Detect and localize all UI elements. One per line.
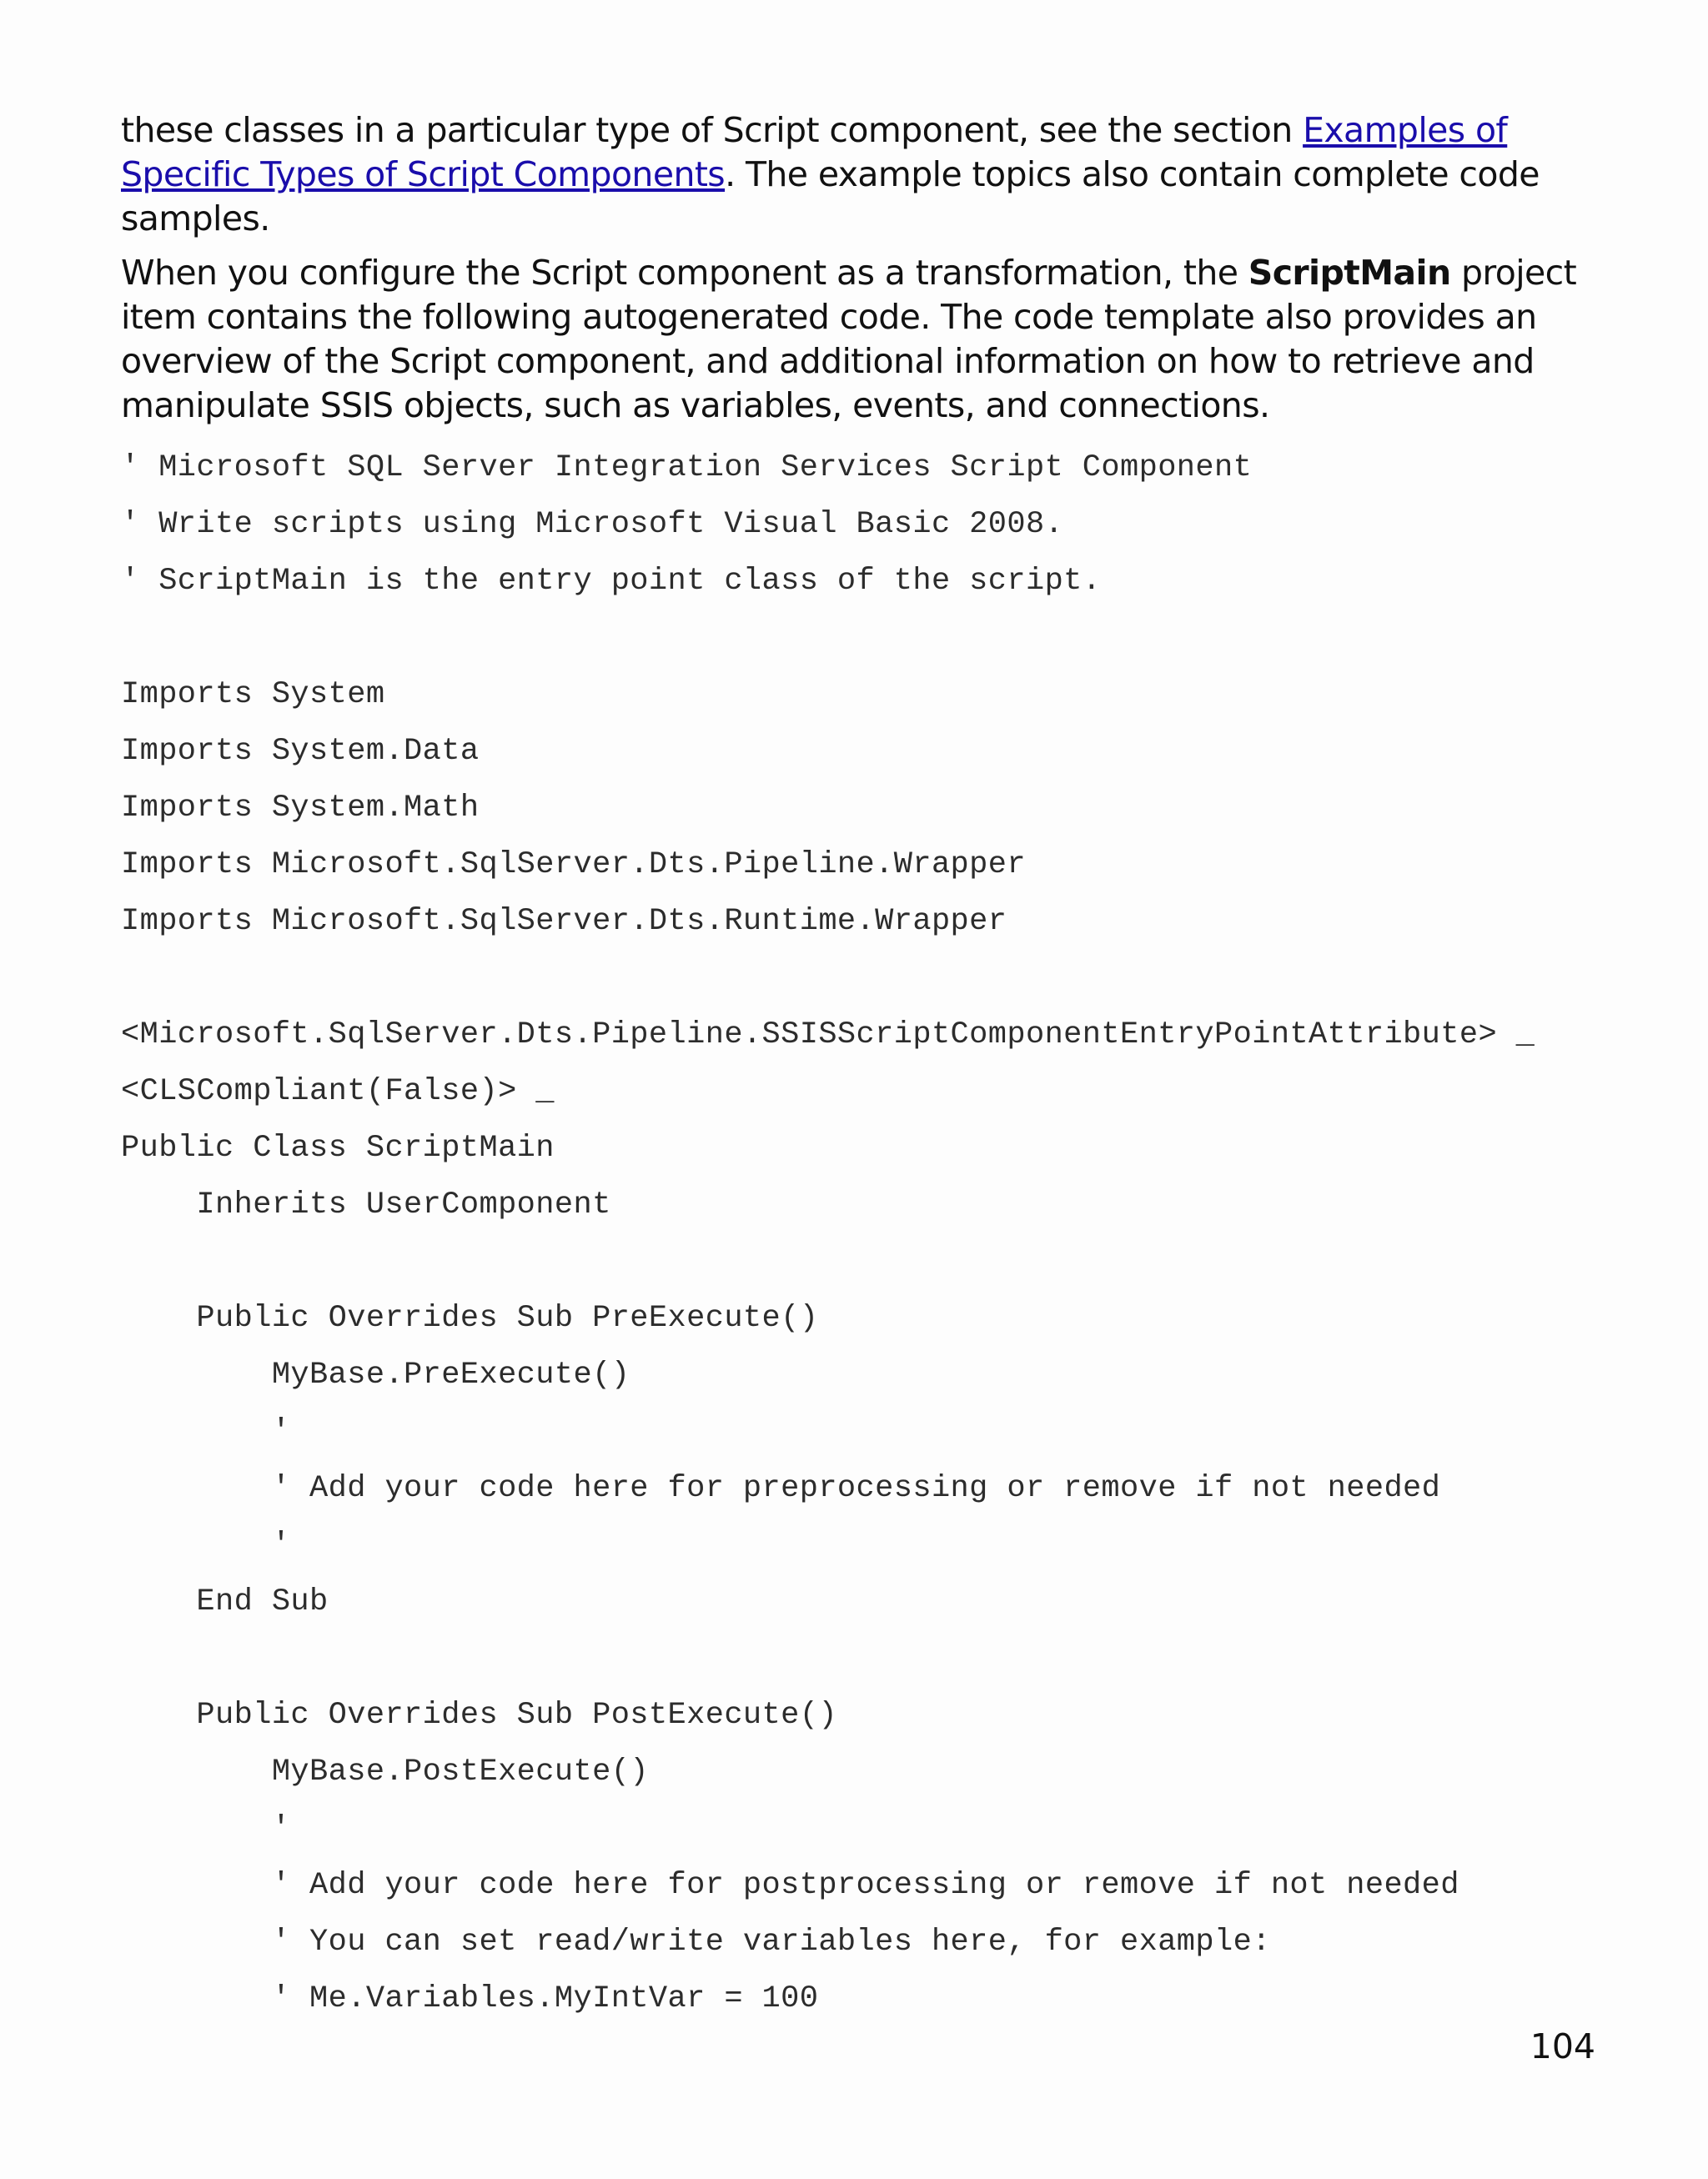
code-line	[121, 950, 1589, 1007]
code-line: Imports Microsoft.SqlServer.Dts.Pipeline.Wrapper	[121, 847, 1026, 882]
code-line	[121, 610, 1589, 666]
code-line: ' Write scripts using Microsoft Visual Basic 2008.	[121, 507, 1064, 542]
intro-text: When you configure the Script component as a transformation, the	[121, 253, 1248, 293]
code-block	[121, 439, 1589, 2027]
scriptmain-term: ScriptMain	[1248, 253, 1451, 293]
intro-paragraph-1	[121, 108, 1589, 241]
intro-text: project item contains the following autogenerated code. The code template also provides an overview of the Script component, and additional information on how to retrieve and manipulate SSIS objects, such as variables, events, and connections.	[121, 253, 1577, 425]
code-line: MyBase.PostExecute()	[121, 1755, 649, 1790]
code-line: End Sub	[121, 1584, 329, 1619]
code-line: Imports Microsoft.SqlServer.Dts.Runtime.Wrapper	[121, 904, 1007, 939]
code-line: '	[121, 1414, 291, 1449]
page-number: 104	[1530, 2026, 1595, 2066]
code-line: ' Microsoft SQL Server Integration Services Script Component	[121, 450, 1253, 485]
code-line: ' Add your code here for preprocessing or remove if not needed	[121, 1471, 1441, 1506]
code-line: Inherits UserComponent	[121, 1187, 611, 1223]
examples-link[interactable]: Examples of Specific Types of Script Components	[121, 110, 1508, 194]
intro-text: . The example topics also contain complete code samples.	[121, 154, 1540, 238]
code-line: Public Overrides Sub PreExecute()	[121, 1301, 819, 1336]
code-line: Public Overrides Sub PostExecute()	[121, 1698, 837, 1733]
code-line: Public Class ScriptMain	[121, 1131, 555, 1166]
code-line: MyBase.PreExecute()	[121, 1358, 630, 1393]
code-line: Imports System.Math	[121, 791, 480, 826]
document-page	[121, 108, 1589, 2027]
intro-text: these classes in a particular type of Script component, see the section	[121, 110, 1304, 150]
code-line: ' Me.Variables.MyIntVar = 100	[121, 1981, 819, 2016]
code-line: Imports System.Data	[121, 734, 480, 769]
code-line	[121, 1233, 1589, 1290]
code-line: '	[121, 1811, 291, 1846]
code-line: ' You can set read/write variables here, for example:	[121, 1925, 1271, 1960]
code-line: ' Add your code here for postprocessing or remove if not needed	[121, 1868, 1459, 1903]
code-line: '	[121, 1528, 291, 1563]
code-line	[121, 1630, 1589, 1687]
code-line: Imports System	[121, 677, 385, 712]
code-line: ' ScriptMain is the entry point class of the script.	[121, 564, 1102, 599]
code-line: <CLSCompliant(False)> _	[121, 1074, 555, 1109]
intro-paragraph-2	[121, 251, 1589, 428]
code-line: <Microsoft.SqlServer.Dts.Pipeline.SSISScriptComponentEntryPointAttribute> _	[121, 1017, 1535, 1052]
